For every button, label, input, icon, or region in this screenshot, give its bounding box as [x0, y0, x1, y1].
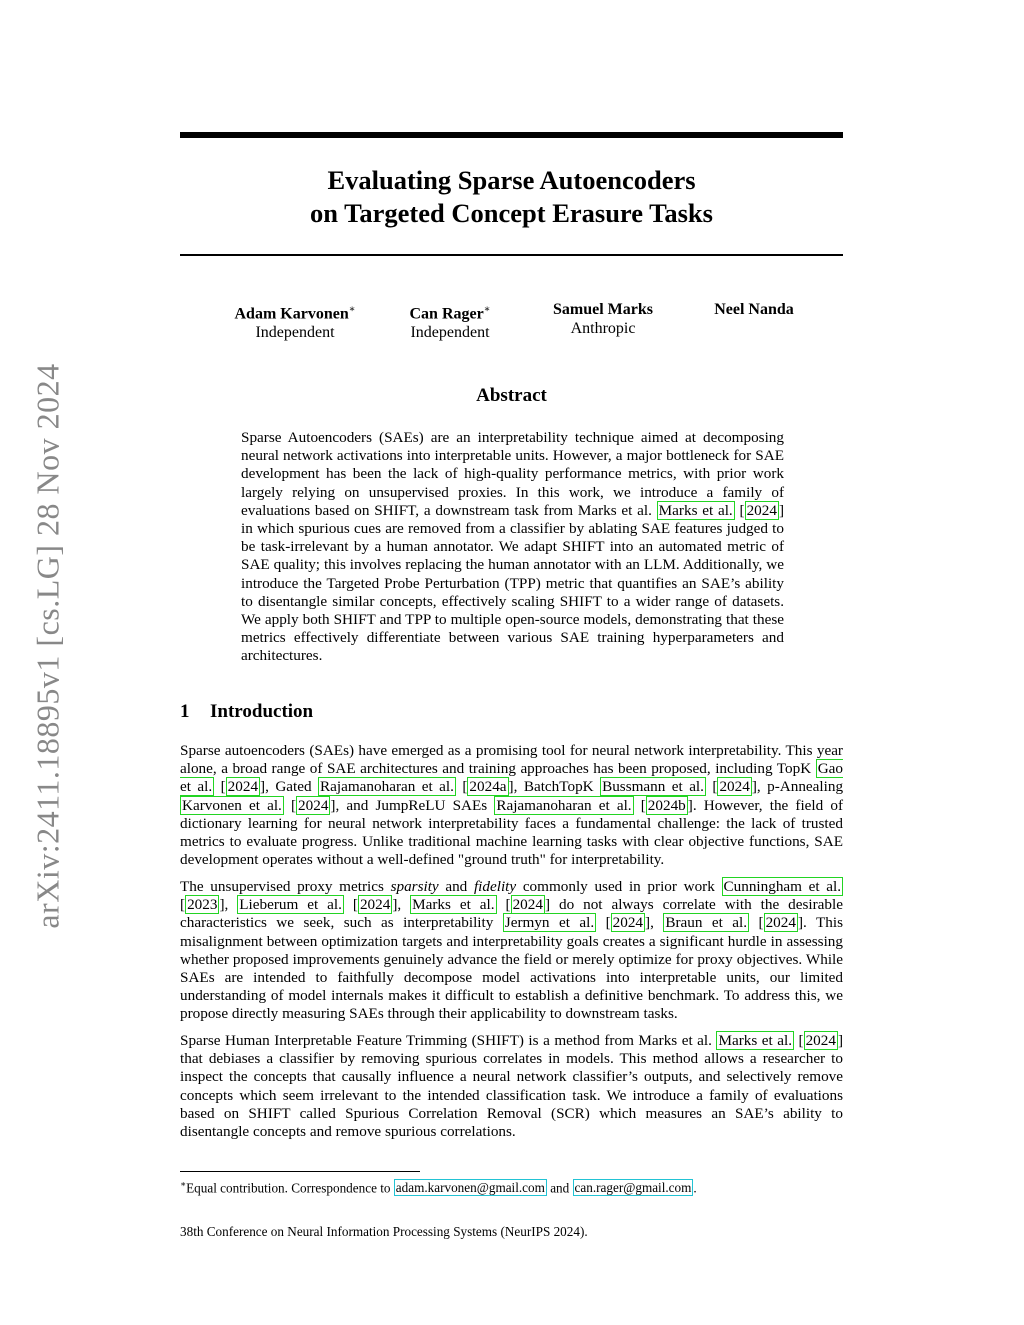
citation-year-link[interactable]: 2024 [805, 1032, 836, 1050]
introduction-body [180, 742, 843, 1150]
paragraph: Sparse autoencoders (SAEs) have emerged as a promising tool for neural network interpretability. This year alone, a broad range of SAE architectures and training approaches has been proposed, including TopK Gao et al. [ 2024 ], Gated Rajamanoharan et al. [ 2024a ], BatchTopK Bussmann et al. [ 2024 ], p-Annealing Karvonen et al. [ 2024 ], and JumpReLU SAEs Rajamanoharan et al. [ 2024b ]. However, the field of dictionary learning for neural network interpretability faces a fundamental challenge: the lack of trusted metrics to evaluate progress. Unlike traditional machine learning tasks with clear objective functions, SAE development operates without a well-defined "ground truth" for interpretability. [180, 742, 844, 869]
abstract-heading: Abstract [476, 385, 547, 406]
abstract-text: in which spurious cues are removed from a classifier by ablating SAE features judged to be task-irrelevant by a human annotator. We adapt SHIFT into an automated metric of SAE quality; this involves replacing the human annotator with an LLM. Additionally, we introduce the Targeted Probe Perturbation (TPP) metric that quantifies an SAE’s ability to disentangle similar concepts, effectively scaling SHIFT to a wider range of datasets. We apply both SHIFT and TPP to multiple open-source models, demonstrating that these metrics effectively differentiate between various SAE training hyperparameters and architectures. [241, 520, 784, 665]
author-name: Neel Nanda [714, 301, 794, 318]
citation-link[interactable]: Marks et al. [718, 1032, 793, 1050]
citation-year-link[interactable]: 2024 [765, 914, 796, 932]
text: commonly used in prior work [522, 877, 715, 895]
citation-year-link[interactable]: 2024a [469, 778, 507, 796]
abstract-body: Sparse Autoencoders (SAEs) are an interpretability technique aimed at decomposing neural network activations into interpretable units. However, a major bottleneck for SAE development has been the lack of high-quality performance metrics, with prior work largely relying on unsupervised proxies. In this work, we introduce a family of evaluations based on SHIFT, a downstream task from Marks et al. Marks et al. [ 2024 ] in which spurious cues are removed from a classifier by ablating SAE features judged to be task-irrelevant by a human annotator. We adapt SHIFT into an automated metric of SAE quality; this involves replacing the human annotator with an LLM. Additionally, we introduce the Targeted Probe Perturbation (TPP) metric that quantifies an SAE’s ability to disentangle similar concepts, effectively scaling SHIFT to a wider range of datasets. We apply both SHIFT and TPP to multiple open-source models, demonstrating that these metrics effectively differentiate between various SAE training hyperparameters and architectures. [241, 429, 784, 665]
abstract-text: Sparse Autoencoders (SAEs) are an interpretability technique aimed at decomposing neural network activations into interpretable units. However, a major bottleneck for SAE development has been the lack of high-quality performance metrics, with prior work largely relying on unsupervised proxies. In this work, we introduce a family of evaluations based on SHIFT, a downstream task from Marks et al. [241, 429, 784, 519]
text: . However, the field of dictionary learning for neural network interpretability faces a fundamental challenge: the lack of trusted metrics to evaluate progress. Unlike traditional machine learning tasks with clear objective functions, SAE development operates without a well-defined "ground truth" for interpretability. [180, 796, 844, 869]
text: Sparse autoencoders (SAEs) have emerged as a promising tool for neural network interpretability. This year alone, a broad range of SAE architectures and training approaches has been proposed, including TopK [180, 742, 843, 778]
citation-link[interactable]: Marks et al. [658, 501, 733, 519]
text: Sparse Human Interpretable Feature Trimming (SHIFT) is a method from Marks et al. [180, 1032, 712, 1050]
citation-link[interactable]: Braun et al. [665, 914, 748, 932]
text: , Gated [265, 778, 312, 796]
title-bottom-rule [180, 254, 843, 256]
author-karvonen [225, 300, 365, 342]
author-mark: ∗ [483, 304, 491, 315]
citation-year-link[interactable]: 2024 [746, 501, 777, 519]
footnote-rule [180, 1171, 420, 1172]
citation-year-link[interactable]: 2024 [612, 914, 644, 932]
text: , p-Annealing [756, 778, 844, 796]
text: , BatchTopK [513, 778, 594, 796]
paragraph: Sparse Human Interpretable Feature Trimming (SHIFT) is a method from Marks et al. Marks et al. [ 2024 ] that debiases a classifier by removing spurious correlates in models. This method allows a researcher to inspect the concepts that causally influence a neural network classifier’s outputs, and selectively remove concepts which seem irrelevant to the intended classification task. We introduce a family of evaluations based on SHIFT called Spurious Correlation Removal (SCR) which measures an SAE’s ability to disentangle concepts and remove spurious correlations. [180, 1032, 844, 1141]
author-mark: ∗ [348, 304, 356, 315]
citation-year-link[interactable]: 2024 [719, 778, 750, 796]
citation-year-link[interactable]: 2023 [187, 896, 218, 914]
emphasis: fidelity [473, 877, 517, 895]
footnote-text: Equal contribution. Correspondence to [186, 1180, 391, 1196]
footnote-end: . [693, 1180, 697, 1196]
email-link-karvonen[interactable]: adam.karvonen@gmail.com [395, 1180, 545, 1196]
section-number: 1 [180, 701, 190, 722]
arxiv-identifier-stamp: arXiv:2411.18895v1 [cs.LG] 28 Nov 2024 [29, 363, 66, 929]
citation-year-link[interactable]: 2024 [298, 796, 329, 814]
author-rager [390, 300, 510, 342]
text: that debiases a classifier by removing spurious correlates in models. This method allows a researcher to inspect the concepts that causally influence a neural network classifier’s outputs, and selectively remove concepts which seem irrelevant to the intended classification task. We introduce a family of evaluations based on SHIFT called Spurious Correlation Removal (SCR) which measures an SAE’s ability to disentangle concepts and remove spurious correlations. [180, 1050, 843, 1141]
title-top-rule [180, 132, 843, 138]
author-name: Samuel Marks [553, 301, 653, 318]
text: and [445, 877, 468, 895]
citation-link[interactable]: Gao et al. [180, 760, 843, 796]
citation-year-link[interactable]: 2024 [512, 896, 543, 914]
section-heading-introduction [180, 701, 313, 723]
title-line-2: on Targeted Concept Erasure Tasks [310, 198, 713, 228]
author-affiliation: Independent [255, 324, 335, 342]
section-title: Introduction [210, 701, 314, 722]
citation-link[interactable]: Karvonen et al. [182, 796, 282, 814]
author-affiliation: Independent [410, 324, 490, 342]
author-marks [538, 300, 668, 338]
citation-link[interactable]: Marks et al. [412, 896, 495, 914]
paper-title [180, 164, 843, 230]
text: . This misalignment between optimization targets and interpretability goals creates a significant hurdle in assessing whether proposed improvements genuinely advance the field or merely optimize for proxy objectives. While SAEs are intended to faithfully decompose model activations into interpretable units, our limited understanding of model internals makes it difficult to establish a definitive benchmark. To address this, we propose directly measuring SAEs through their applicability to downstream tasks. [180, 914, 843, 1023]
citation-year-link[interactable]: 2024 [227, 778, 259, 796]
emphasis: sparsity [390, 877, 439, 895]
citation-link[interactable]: Bussmann et al. [602, 778, 704, 796]
email-link-rager[interactable]: can.rager@gmail.com [574, 1180, 692, 1196]
text: , and JumpReLU SAEs [335, 796, 488, 814]
citation-link[interactable]: Rajamanoharan et al. [320, 778, 454, 796]
author-affiliation: Anthropic [570, 320, 636, 337]
citation-link[interactable]: Lieberum et al. [239, 896, 342, 914]
author-nanda [694, 300, 814, 319]
citation-year-link[interactable]: 2024 [359, 896, 391, 914]
footnote-mark: ∗ [180, 1179, 187, 1189]
footnote-and: and [550, 1180, 570, 1196]
title-line-1: Evaluating Sparse Autoencoders [327, 165, 696, 195]
footnote [180, 1176, 843, 1196]
author-name: Can Rager [409, 305, 484, 323]
text: The unsupervised proxy metrics [180, 877, 384, 895]
citation-year-link[interactable]: 2024b [647, 796, 686, 814]
text: do not always correlate with the desirable characteristics we seek, such as interpretability [180, 896, 843, 932]
author-name: Adam Karvonen [234, 305, 349, 323]
citation-link[interactable]: Cunningham et al. [723, 877, 842, 895]
conference-venue: 38th Conference on Neural Information Processing Systems (NeurIPS 2024). [180, 1224, 588, 1239]
citation-link[interactable]: Jermyn et al. [504, 914, 595, 932]
citation-link[interactable]: Rajamanoharan et al. [496, 796, 632, 814]
paragraph: The unsupervised proxy metrics sparsity and fidelity commonly used in prior work Cunningham et al. [ 2023 ], Lieberum et al. [ 2024 ], Marks et al. [ 2024 ] do not always correlate with the desirable characteristics we seek, such as interpretability Jermyn et al. [ 2024 ], Braun et al. [ 2024 ]. This misalignment between optimization targets and interpretability goals creates a significant hurdle in assessing whether proposed improvements genuinely advance the field or merely optimize for proxy objectives. While SAEs are intended to faithfully decompose model activations into interpretable units, our limited understanding of model internals makes it difficult to establish a definitive benchmark. To address this, we propose directly measuring SAEs through their applicability to downstream tasks. [180, 877, 843, 1023]
